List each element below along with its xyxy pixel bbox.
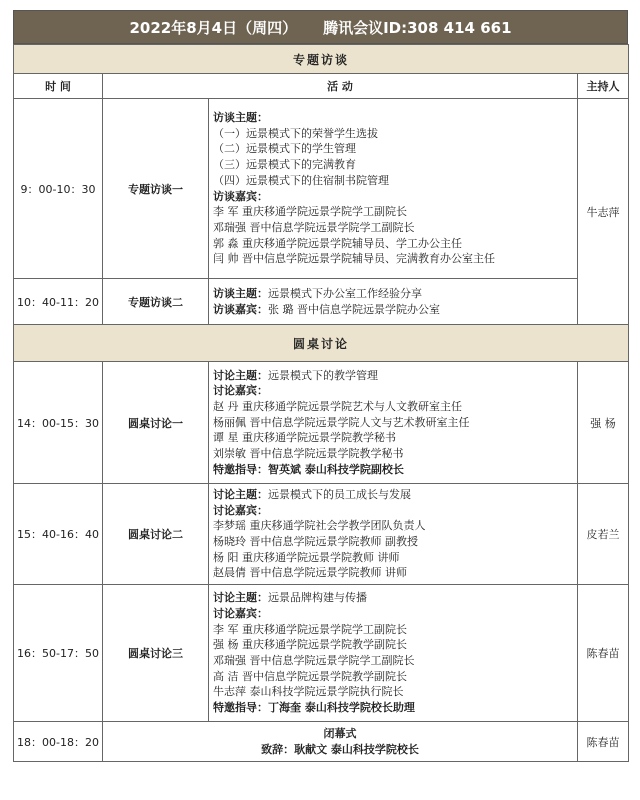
host: 陈春苗 [578,585,629,722]
time: 15：40-16：40 [14,484,103,585]
section-interview [14,45,629,74]
roundtable-2-row [14,484,629,585]
guest-label: 访谈嘉宾： [213,302,268,316]
time: 9：00-10：30 [14,99,103,279]
topic-item: （二）远景模式下的学生管理 [213,142,356,156]
guest-label: 讨论嘉宾： [213,606,268,620]
topic: 远景品牌构建与传播 [268,591,367,605]
topic-label: 访谈主题： [213,286,268,300]
closing-speech: 致辞：耿献文 泰山科技学院校长 [261,742,419,756]
topic-item: （三）远景模式下的完满教育 [213,158,356,172]
time: 16：50-17：50 [14,585,103,722]
activity [209,279,578,325]
host: 陈春苗 [578,722,629,762]
time: 18：00-18：20 [14,722,103,762]
activity [209,362,578,484]
session: 专题访谈二 [103,279,209,325]
guest: 闫 帅 晋中信息学院远景学院辅导员、完满教育办公室主任 [213,252,495,266]
topic-label: 访谈主题： [213,110,268,124]
session: 专题访谈一 [103,99,209,279]
guest: 赵 丹 重庆移通学院远景学院艺术与人文教研室主任 [213,399,462,413]
guest: 邓瑞强 晋中信息学院远景学院学工副院长 [213,220,415,234]
guest-label: 访谈嘉宾： [213,189,268,203]
topic: 远景模式下的教学管理 [268,368,378,382]
topic-item: （四）远景模式下的住宿制书院管理 [213,173,389,187]
col-host: 主持人 [578,74,629,99]
guest: 李 军 重庆移通学院远景学院学工副院长 [213,622,407,636]
topic-label: 讨论主题： [213,368,268,382]
host: 牛志萍 [578,99,629,325]
schedule [13,10,628,762]
guest: 强 杨 重庆移通学院远景学院教学副院长 [213,638,407,652]
guest: 赵晨倩 晋中信息学院远景学院教师 讲师 [213,566,407,580]
guest: 谭 星 重庆移通学院远景学院教学秘书 [213,431,396,445]
guest: 高 洁 晋中信息学院远景学院教学副院长 [213,669,407,683]
guest: 李梦瑶 重庆移通学院社会学教学团队负责人 [213,519,426,533]
guest-label: 讨论嘉宾： [213,384,268,398]
roundtable-1-row [14,362,629,484]
guest: 杨晓玲 晋中信息学院远景学院教师 副教授 [213,535,418,548]
activity [209,585,578,722]
host: 皮若兰 [578,484,629,585]
guest: 李 军 重庆移通学院远景学院学工副院长 [213,205,407,219]
title-bar [13,10,628,44]
guest: 刘崇敏 晋中信息学院远景学院教学秘书 [213,447,404,461]
column-header [14,74,629,99]
interview-2-row [14,279,629,325]
session: 圆桌讨论一 [103,362,209,484]
topic-label: 讨论主题： [213,591,268,605]
activity [209,484,578,585]
roundtable-3-row [14,585,629,722]
guest: 邓瑞强 晋中信息学院远景学院学工副院长 [213,654,415,667]
special-label: 特邀指导： [213,701,268,715]
closing-title: 闭幕式 [323,726,357,740]
guest-label: 讨论嘉宾： [213,503,268,517]
date: 2022年8月4日（周四） [129,18,298,37]
special-guest: 丁海奎 泰山科技学院校长助理 [268,701,415,715]
guest: 杨丽佩 晋中信息学院远景学院人文与艺术教研室主任 [213,415,470,429]
session: 圆桌讨论二 [103,484,209,585]
topic-label: 讨论主题： [213,487,268,501]
closing-row [14,722,629,762]
time: 14：00-15：30 [14,362,103,484]
guest: 张 璐 晋中信息学院远景学院办公室 [268,302,440,316]
col-time: 时 间 [14,74,103,99]
section-roundtable [14,325,629,362]
agenda-table [13,44,629,762]
guest: 郭 淼 重庆移通学院远景学院辅导员、学工办公主任 [213,236,462,250]
special-label: 特邀指导： [213,462,268,476]
col-activity: 活 动 [103,74,578,99]
section-title: 圆桌讨论 [14,325,629,362]
meeting-id: 腾讯会议ID:308 414 661 [323,18,512,37]
session: 圆桌讨论三 [103,585,209,722]
time: 10：40-11：20 [14,279,103,325]
section-title: 专题访谈 [14,45,629,74]
activity [209,99,578,279]
activity [103,722,578,762]
topic-item: （一）远景模式下的荣誉学生选拔 [213,126,378,140]
topic: 远景模式下的员工成长与发展 [268,487,411,501]
special-guest: 智英斌 泰山科技学院副校长 [268,462,404,476]
host: 强 杨 [578,362,629,484]
topic: 远景模式下办公室工作经验分享 [268,286,422,300]
guest: 牛志萍 泰山科技学院远景学院执行院长 [213,685,404,699]
guest: 杨 阳 重庆移通学院远景学院教师 讲师 [213,550,400,564]
interview-1-row [14,99,629,279]
